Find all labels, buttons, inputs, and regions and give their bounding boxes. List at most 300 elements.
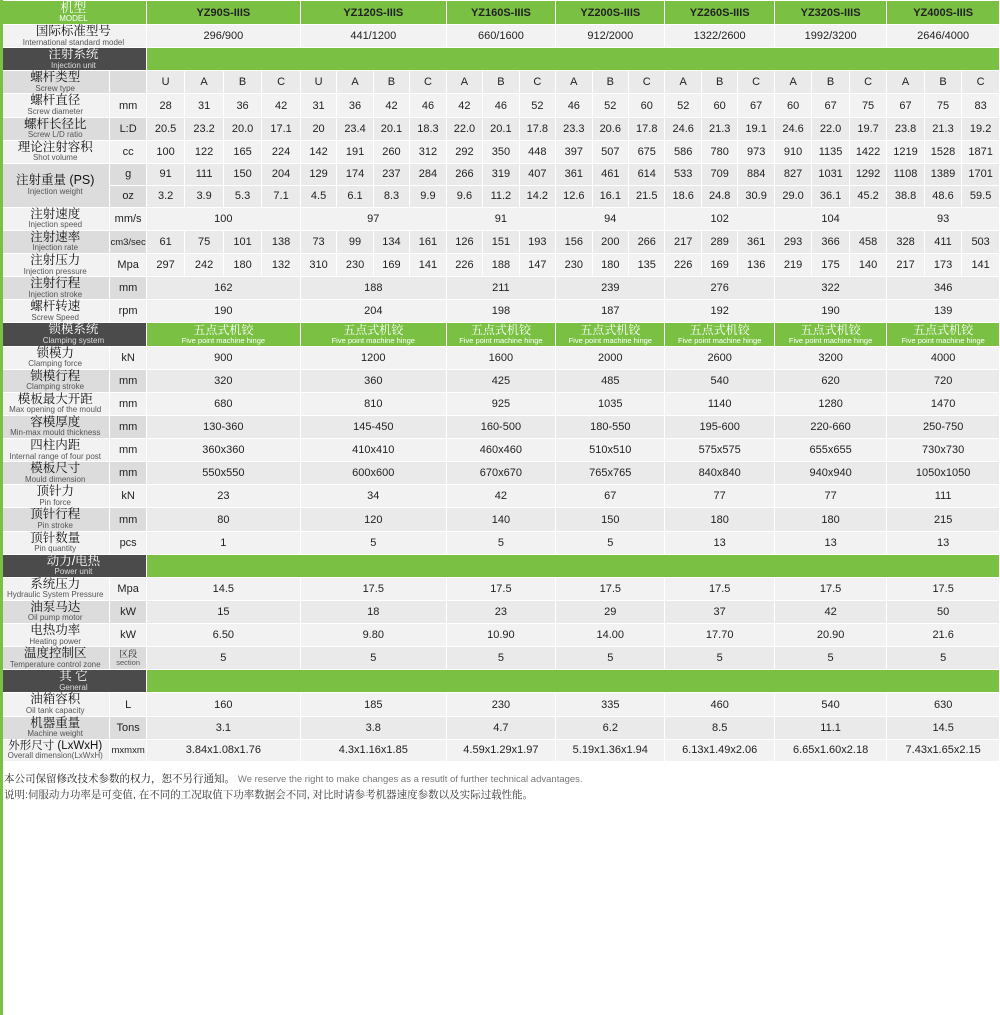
cell-mould-thickness-1: 145-450: [300, 415, 446, 438]
cell-shot-volume-4: 142: [300, 140, 336, 163]
cell-mould-dimension-0: 550x550: [146, 462, 300, 485]
label-screw-diameter-en: Screw diameter: [27, 106, 83, 116]
section-power-unit: [1, 554, 1000, 577]
row-label-clamping-force: [1, 346, 110, 369]
row-label-hydraulic-pressure: [1, 577, 110, 600]
cell-screw-type-16: C: [738, 71, 774, 94]
unit-max-mould-opening: mm: [110, 392, 146, 415]
cell-screw-speed-5: 190: [774, 300, 886, 323]
cell-ld-ratio-18: 22.0: [812, 117, 849, 140]
cell-mould-thickness-5: 220-660: [774, 415, 886, 438]
unit-temp-zone-en: section: [116, 658, 140, 668]
cell-ld-ratio-12: 20.6: [592, 117, 628, 140]
cell-inj-speed-4: 102: [665, 207, 774, 230]
cell-inj-pressure-14: 226: [665, 254, 701, 277]
cell-screw-type-1: A: [185, 71, 223, 94]
row-machine-weight: [1, 716, 1000, 739]
unit-machine-weight: Tons: [110, 716, 146, 739]
clamp-type-4-cn: 五点式机铰: [580, 322, 641, 337]
cell-shot-volume-12: 507: [592, 140, 628, 163]
cell-four-post-6: 730x730: [887, 439, 1000, 462]
label-heating-power-cn: 电热功率: [30, 623, 81, 638]
unit-shot-volume: cc: [110, 140, 146, 163]
cell-screw-type-2: B: [223, 71, 261, 94]
cell-screw-speed-4: 192: [665, 300, 774, 323]
cell-inj-weight-g-13: 614: [629, 163, 665, 185]
cell-screw-diameter-8: 42: [446, 94, 482, 117]
cell-inj-pressure-3: 132: [262, 254, 301, 277]
cell-inj-pressure-22: 141: [962, 254, 1000, 277]
cell-inj-weight-g-19: 1292: [849, 163, 887, 185]
cell-mould-dimension-2: 670x670: [446, 462, 555, 485]
row-heating-power: [1, 624, 1000, 647]
cell-machine-weight-5: 11.1: [774, 716, 886, 739]
row-shot-volume: [1, 140, 1000, 163]
label-shot-volume-en: Shot volume: [32, 153, 78, 163]
cell-inj-speed-6: 93: [887, 207, 1000, 230]
cell-pin-stroke-2: 140: [446, 508, 555, 531]
section-injection-cn: 注射系统: [48, 47, 99, 62]
unit-ld-ratio: L:D: [110, 117, 146, 140]
section-clamping-system: [1, 323, 1000, 346]
cell-overall-dimension-6: 7.43x1.65x2.15: [887, 739, 1000, 761]
cell-overall-dimension-0: 3.84x1.08x1.76: [146, 739, 300, 761]
cell-inj-pressure-18: 175: [812, 254, 849, 277]
footer-notes: [0, 762, 1000, 806]
clamp-type-3: [446, 323, 555, 346]
row-label-screw-type: [1, 71, 110, 94]
cell-inj-weight-oz-20: 38.8: [887, 185, 924, 207]
cell-inj-weight-oz-2: 5.3: [223, 185, 261, 207]
label-mould-dimension-cn: 模板尺寸: [30, 461, 81, 476]
row-temperature-control-zone: [1, 647, 1000, 670]
cell-mould-thickness-4: 195-600: [665, 415, 774, 438]
cell-ld-ratio-5: 23.4: [337, 117, 373, 140]
cell-screw-diameter-12: 52: [592, 94, 628, 117]
unit-pin-quantity: pcs: [110, 531, 146, 554]
label-ld-ratio-en: Screw L/D ratio: [27, 130, 83, 140]
cell-inj-stroke-5: 322: [774, 277, 886, 300]
section-general-en: General: [59, 682, 88, 692]
std-value-7: 2646/4000: [887, 25, 1000, 48]
row-label-machine-weight: [1, 716, 110, 739]
label-pin-stroke-cn: 顶针行程: [30, 507, 81, 522]
cell-inj-rate-12: 200: [592, 230, 628, 253]
row-label-injection-weight: [1, 163, 110, 207]
cell-inj-weight-oz-9: 11.2: [483, 185, 519, 207]
cell-oil-tank-5: 540: [774, 693, 886, 716]
label-heating-power-en: Heating power: [29, 636, 81, 646]
section-power-cn: 动力/电热: [46, 553, 101, 568]
cell-inj-pressure-11: 230: [556, 254, 592, 277]
model-col-6: YZ320S-IIIS: [774, 1, 886, 25]
cell-mould-dimension-6: 1050x1050: [887, 462, 1000, 485]
cell-screw-type-12: B: [592, 71, 628, 94]
cell-inj-rate-19: 458: [849, 230, 887, 253]
label-injection-pressure-cn: 注射压力: [30, 253, 81, 268]
cell-screw-diameter-6: 42: [373, 94, 409, 117]
cell-pin-stroke-6: 215: [887, 508, 1000, 531]
label-mould-thickness-cn: 容模厚度: [30, 414, 81, 429]
cell-inj-weight-oz-18: 36.1: [812, 185, 849, 207]
cell-ld-ratio-2: 20.0: [223, 117, 261, 140]
row-injection-weight-oz: [1, 185, 1000, 207]
cell-inj-stroke-0: 162: [146, 277, 300, 300]
cell-pin-quantity-1: 5: [300, 531, 446, 554]
section-injection-en: Injection unit: [50, 60, 96, 70]
clamp-type-3-en: Five point machine hinge: [459, 336, 543, 346]
cell-inj-weight-g-7: 284: [410, 163, 447, 185]
cell-inj-rate-17: 293: [774, 230, 811, 253]
clamp-type-1-en: Five point machine hinge: [181, 336, 266, 346]
cell-clamp-force-5: 3200: [774, 346, 886, 369]
row-screw-diameter: [1, 94, 1000, 117]
label-hydraulic-pressure-en: Hydraulic System Pressure: [6, 590, 104, 600]
cell-screw-diameter-10: 52: [519, 94, 555, 117]
cell-machine-weight-4: 8.5: [665, 716, 774, 739]
cell-pin-force-3: 67: [556, 485, 665, 508]
cell-inj-pressure-5: 230: [337, 254, 373, 277]
clamp-type-7-en: Five point machine hinge: [901, 336, 985, 346]
cell-inj-rate-21: 411: [924, 230, 961, 253]
cell-inj-weight-g-4: 129: [300, 163, 336, 185]
cell-screw-type-17: A: [774, 71, 811, 94]
label-temp-zone-en: Temperature control zone: [9, 659, 101, 669]
cell-ld-ratio-6: 20.1: [373, 117, 409, 140]
model-col-1: YZ90S-IIIS: [146, 1, 300, 25]
header-model-cn: 机型: [60, 0, 87, 15]
row-label-injection-speed: [1, 207, 110, 230]
cell-pin-stroke-5: 180: [774, 508, 886, 531]
cell-inj-weight-oz-12: 16.1: [592, 185, 628, 207]
clamp-type-1-cn: 五点式机铰: [193, 322, 254, 337]
cell-inj-rate-3: 138: [262, 230, 301, 253]
section-power-label: [1, 554, 147, 577]
row-label-ld-ratio: [1, 117, 110, 140]
unit-injection-rate: cm3/sec: [110, 230, 146, 253]
cell-inj-speed-3: 94: [556, 207, 665, 230]
cell-inj-weight-g-11: 361: [556, 163, 592, 185]
model-col-4: YZ200S-IIIS: [556, 1, 665, 25]
cell-inj-weight-oz-3: 7.1: [262, 185, 301, 207]
row-label-temp-zone: [1, 647, 110, 670]
std-value-6: 1992/3200: [774, 25, 886, 48]
cell-inj-pressure-12: 180: [592, 254, 628, 277]
cell-inj-pressure-2: 180: [223, 254, 261, 277]
clamp-type-5-en: Five point machine hinge: [677, 336, 762, 346]
row-label-mould-thickness: [1, 415, 110, 438]
cell-clamp-force-0: 900: [146, 346, 300, 369]
label-four-post-cn: 四柱内距: [30, 438, 81, 453]
label-overall-dimension-en: Overall dimension(LxWxH): [7, 751, 103, 761]
cell-clamp-stroke-2: 425: [446, 369, 555, 392]
cell-inj-weight-g-3: 204: [262, 163, 301, 185]
section-general: [1, 670, 1000, 693]
cell-four-post-2: 460x460: [446, 439, 555, 462]
label-screw-speed-cn: 螺杆转速: [30, 299, 81, 314]
cell-inj-rate-2: 101: [223, 230, 261, 253]
cell-mould-dimension-3: 765x765: [556, 462, 665, 485]
header-model-en: MODEL: [59, 14, 88, 24]
clamp-type-6: [774, 323, 886, 346]
cell-mould-open-0: 680: [146, 392, 300, 415]
cell-inj-speed-2: 91: [446, 207, 555, 230]
cell-ld-ratio-11: 23.3: [556, 117, 592, 140]
cell-hydraulic-pressure-2: 17.5: [446, 577, 555, 600]
cell-ld-ratio-1: 23.2: [185, 117, 223, 140]
cell-oil-pump-4: 37: [665, 600, 774, 623]
footer-disclaimer-cn: 本公司保留修改技术参数的权力，恕不另行通知。: [4, 772, 235, 785]
clamp-type-3-cn: 五点式机铰: [470, 322, 531, 337]
row-label-four-post: [1, 439, 110, 462]
row-mould-thickness: [1, 415, 1000, 438]
cell-hydraulic-pressure-5: 17.5: [774, 577, 886, 600]
cell-pin-stroke-1: 120: [300, 508, 446, 531]
cell-screw-type-0: U: [146, 71, 184, 94]
row-label-clamping-stroke: [1, 369, 110, 392]
cell-oil-tank-6: 630: [887, 693, 1000, 716]
cell-inj-rate-16: 361: [738, 230, 774, 253]
cell-inj-weight-g-1: 111: [185, 163, 223, 185]
unit-overall-dimension: mxmxm: [110, 739, 146, 761]
label-screw-speed-en: Screw Speed: [31, 312, 79, 322]
row-mould-dimension: [1, 462, 1000, 485]
cell-mould-thickness-3: 180-550: [556, 415, 665, 438]
cell-screw-type-6: B: [373, 71, 409, 94]
cell-clamp-force-1: 1200: [300, 346, 446, 369]
cell-inj-pressure-8: 226: [446, 254, 482, 277]
cell-clamp-force-4: 2600: [665, 346, 774, 369]
cell-oil-tank-1: 185: [300, 693, 446, 716]
cell-screw-speed-0: 190: [146, 300, 300, 323]
cell-inj-pressure-19: 140: [849, 254, 887, 277]
cell-inj-pressure-0: 297: [146, 254, 184, 277]
cell-screw-diameter-0: 28: [146, 94, 184, 117]
cell-inj-rate-11: 156: [556, 230, 592, 253]
cell-inj-weight-oz-22: 59.5: [962, 185, 1000, 207]
cell-machine-weight-6: 14.5: [887, 716, 1000, 739]
label-pin-quantity-en: Pin quantity: [34, 544, 77, 554]
cell-screw-diameter-20: 67: [887, 94, 924, 117]
left-accent-bar: [0, 0, 3, 1015]
cell-screw-diameter-22: 83: [962, 94, 1000, 117]
label-screw-type-cn: 螺杆类型: [30, 70, 81, 85]
cell-shot-volume-14: 586: [665, 140, 701, 163]
cell-inj-weight-oz-11: 12.6: [556, 185, 592, 207]
cell-inj-stroke-3: 239: [556, 277, 665, 300]
model-col-2: YZ120S-IIIS: [300, 1, 446, 25]
cell-inj-weight-g-21: 1389: [924, 163, 961, 185]
cell-inj-pressure-10: 147: [519, 254, 555, 277]
cell-screw-type-18: B: [812, 71, 849, 94]
unit-temp-zone-cn: 区段: [119, 648, 138, 659]
cell-inj-stroke-1: 188: [300, 277, 446, 300]
cell-oil-pump-2: 23: [446, 600, 555, 623]
cell-mould-thickness-6: 250-750: [887, 415, 1000, 438]
row-label-pin-force: [1, 485, 110, 508]
label-max-mould-opening-cn: 模板最大开距: [17, 391, 93, 406]
cell-inj-weight-oz-21: 48.6: [924, 185, 961, 207]
label-injection-stroke-cn: 注射行程: [30, 276, 81, 291]
label-ld-ratio-cn: 螺杆长径比: [23, 116, 87, 131]
cell-shot-volume-11: 397: [556, 140, 592, 163]
cell-screw-diameter-13: 60: [629, 94, 665, 117]
model-col-5: YZ260S-IIIS: [665, 1, 774, 25]
clamp-type-5-cn: 五点式机铰: [689, 322, 750, 337]
row-pin-force: [1, 485, 1000, 508]
row-injection-pressure: [1, 254, 1000, 277]
cell-clamp-stroke-6: 720: [887, 369, 1000, 392]
row-hydraulic-pressure: [1, 577, 1000, 600]
cell-four-post-3: 510x510: [556, 439, 665, 462]
label-injection-pressure-en: Injection pressure: [23, 266, 87, 276]
cell-overall-dimension-2: 4.59x1.29x1.97: [446, 739, 555, 761]
cell-screw-type-5: A: [337, 71, 373, 94]
label-pin-force-cn: 顶针力: [36, 484, 74, 499]
row-label-oil-tank: [1, 693, 110, 716]
cell-shot-volume-10: 448: [519, 140, 555, 163]
cell-inj-weight-oz-13: 21.5: [629, 185, 665, 207]
model-col-7: YZ400S-IIIS: [887, 1, 1000, 25]
cell-inj-rate-9: 151: [483, 230, 519, 253]
clamp-type-6-en: Five point machine hinge: [788, 336, 873, 346]
row-injection-speed: [1, 207, 1000, 230]
row-label-heating-power: [1, 624, 110, 647]
cell-inj-weight-oz-8: 9.6: [446, 185, 482, 207]
cell-shot-volume-22: 1871: [962, 140, 1000, 163]
cell-screw-diameter-7: 46: [410, 94, 447, 117]
cell-pin-stroke-4: 180: [665, 508, 774, 531]
row-pin-stroke: [1, 508, 1000, 531]
cell-screw-type-15: B: [701, 71, 737, 94]
footer-line-1: [4, 772, 996, 788]
clamp-type-7-cn: 五点式机铰: [913, 322, 974, 337]
cell-screw-diameter-15: 60: [701, 94, 737, 117]
cell-clamp-stroke-0: 320: [146, 369, 300, 392]
cell-pin-stroke-0: 80: [146, 508, 300, 531]
cell-oil-pump-3: 29: [556, 600, 665, 623]
label-oil-tank-en: Oil tank capacity: [25, 705, 85, 715]
row-international-standard-model: [1, 25, 1000, 48]
cell-mould-open-6: 1470: [887, 392, 1000, 415]
cell-screw-diameter-11: 46: [556, 94, 592, 117]
cell-shot-volume-13: 675: [629, 140, 665, 163]
cell-ld-ratio-16: 19.1: [738, 117, 774, 140]
cell-shot-volume-2: 165: [223, 140, 261, 163]
cell-screw-speed-6: 139: [887, 300, 1000, 323]
cell-inj-weight-g-14: 533: [665, 163, 701, 185]
section-injection-filler: [146, 48, 999, 71]
cell-shot-volume-20: 1219: [887, 140, 924, 163]
cell-heating-power-5: 20.90: [774, 624, 886, 647]
cell-pin-force-1: 34: [300, 485, 446, 508]
cell-four-post-5: 655x655: [774, 439, 886, 462]
cell-clamp-stroke-5: 620: [774, 369, 886, 392]
cell-ld-ratio-15: 21.3: [701, 117, 737, 140]
cell-oil-pump-6: 50: [887, 600, 1000, 623]
clamp-type-5: [665, 323, 774, 346]
cell-inj-weight-g-2: 150: [223, 163, 261, 185]
cell-inj-speed-5: 104: [774, 207, 886, 230]
cell-inj-weight-g-12: 461: [592, 163, 628, 185]
cell-inj-rate-10: 193: [519, 230, 555, 253]
cell-screw-type-7: C: [410, 71, 447, 94]
label-injection-rate-en: Injection rate: [32, 243, 79, 253]
cell-inj-weight-g-10: 407: [519, 163, 555, 185]
cell-mould-open-2: 925: [446, 392, 555, 415]
cell-clamp-force-6: 4000: [887, 346, 1000, 369]
cell-screw-type-20: A: [887, 71, 924, 94]
cell-clamp-force-3: 2000: [556, 346, 665, 369]
std-value-5: 1322/2600: [665, 25, 774, 48]
cell-temp-zone-6: 5: [887, 647, 1000, 670]
row-label-screw-diameter: [1, 94, 110, 117]
cell-ld-ratio-21: 21.3: [924, 117, 961, 140]
label-machine-weight-cn: 机器重量: [30, 715, 81, 730]
unit-injection-stroke: mm: [110, 277, 146, 300]
cell-clamp-force-2: 1600: [446, 346, 555, 369]
cell-machine-weight-0: 3.1: [146, 716, 300, 739]
cell-inj-rate-15: 289: [701, 230, 737, 253]
cell-temp-zone-1: 5: [300, 647, 446, 670]
clamp-type-2-en: Five point machine hinge: [331, 336, 415, 346]
row-label-overall-dimension: [1, 739, 110, 761]
label-clamping-force-cn: 锁模力: [36, 345, 74, 360]
cell-shot-volume-16: 973: [738, 140, 774, 163]
std-value-4: 912/2000: [556, 25, 665, 48]
cell-screw-type-4: U: [300, 71, 336, 94]
cell-overall-dimension-3: 5.19x1.36x1.94: [556, 739, 665, 761]
header-model-cell: [1, 1, 147, 25]
label-mould-thickness-en: Min-max mould thickness: [10, 428, 101, 438]
unit-injection-weight-g: g: [110, 163, 146, 185]
cell-screw-diameter-9: 46: [483, 94, 519, 117]
cell-oil-tank-0: 160: [146, 693, 300, 716]
cell-machine-weight-3: 6.2: [556, 716, 665, 739]
cell-oil-tank-4: 460: [665, 693, 774, 716]
row-injection-rate: [1, 230, 1000, 253]
cell-mould-open-3: 1035: [556, 392, 665, 415]
cell-hydraulic-pressure-1: 17.5: [300, 577, 446, 600]
cell-inj-rate-4: 73: [300, 230, 336, 253]
cell-temp-zone-5: 5: [774, 647, 886, 670]
row-label-max-mould-opening: [1, 392, 110, 415]
cell-screw-type-8: A: [446, 71, 482, 94]
section-general-cn: 其 它: [59, 669, 88, 684]
section-clamping-cn: 锁模系统: [48, 322, 99, 337]
table-header-row: [1, 1, 1000, 25]
cell-screw-speed-2: 198: [446, 300, 555, 323]
row-label-mould-dimension: [1, 462, 110, 485]
cell-pin-quantity-5: 13: [774, 531, 886, 554]
cell-screw-type-13: C: [629, 71, 665, 94]
cell-inj-weight-oz-15: 24.8: [701, 185, 737, 207]
unit-screw-type: [110, 71, 146, 94]
unit-mould-thickness: mm: [110, 415, 146, 438]
clamp-type-7: [887, 323, 1000, 346]
cell-pin-force-4: 77: [665, 485, 774, 508]
label-hydraulic-pressure-cn: 系统压力: [30, 576, 81, 591]
cell-mould-dimension-1: 600x600: [300, 462, 446, 485]
std-value-2: 441/1200: [300, 25, 446, 48]
cell-inj-rate-20: 328: [887, 230, 924, 253]
model-col-3: YZ160S-IIIS: [446, 1, 555, 25]
cell-ld-ratio-22: 19.2: [962, 117, 1000, 140]
cell-hydraulic-pressure-0: 14.5: [146, 577, 300, 600]
label-screw-type-en: Screw type: [35, 83, 75, 93]
cell-inj-rate-1: 75: [185, 230, 223, 253]
cell-pin-quantity-3: 5: [556, 531, 665, 554]
